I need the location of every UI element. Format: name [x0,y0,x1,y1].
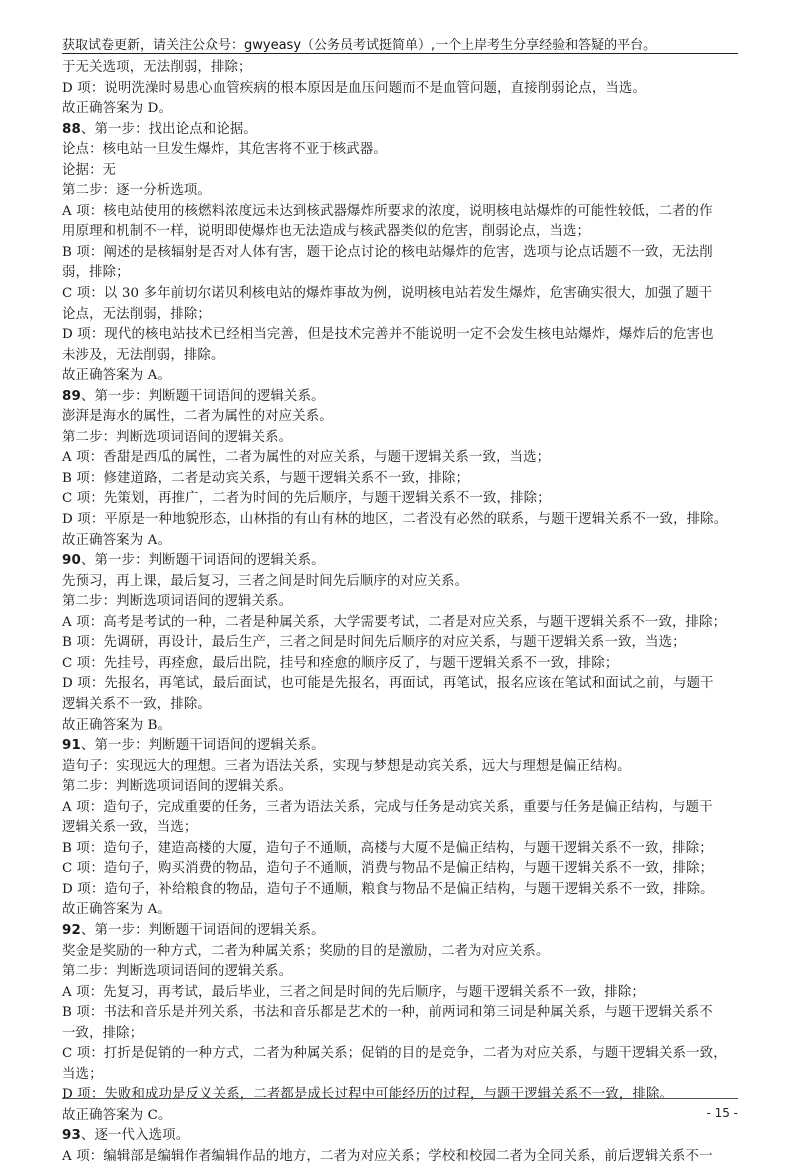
footer-divider [62,1098,738,1099]
line-text: 论据：无 [62,162,117,178]
line-text: C 项：先挂号，再痊愈，最后出院，挂号和痊愈的顺序反了，与题干逻辑关系不一致，排除； [62,655,619,671]
text-line [62,305,742,326]
text-line [62,243,742,264]
question-heading-line [62,551,742,572]
text-line [62,818,742,839]
line-text: D 项：失败和成功是反义关系，二者都是成长过程中可能经历的过程，与题干逻辑关系不一致，排除。 [62,1087,674,1103]
text-line [62,448,742,469]
text-line [62,716,742,737]
text-line [62,222,742,243]
question-number: 92 [62,922,81,938]
line-text: D 项：平原是一种地貌形态，山林指的有山有林的地区，二者没有必然的联系，与题干逻辑关系不一致，排除。 [62,512,728,528]
line-text: C 项：先策划，再推广，二者为时间的先后顺序，与题干逻辑关系不一致，排除； [62,491,551,507]
line-text: 故正确答案为 A。 [62,368,172,384]
text-line [62,1044,742,1065]
text-line [62,839,742,860]
line-text: 先预习，再上课，最后复习，三者之间是时间先后顺序的对应关系。 [62,573,469,589]
question-number: 90 [62,553,81,569]
text-line [62,181,742,202]
text-line [62,79,742,100]
text-line [62,859,742,880]
text-line [62,633,742,654]
question-heading-line [62,120,742,141]
line-text: D 项：现代的核电站技术已经相当完善，但是技术完善并不能说明一定不会发生核电站爆炸，爆炸后的危害也 [62,327,714,343]
text-line [62,798,742,819]
line-text: B 项：书法和音乐是并列关系，书法和音乐都是艺术的一种，前两词和第三词是种属关系，与题干逻辑关系不 [62,1005,713,1021]
line-text: 、第一步：判断题干词语间的逻辑关系。 [80,738,325,754]
line-text: 故正确答案为 A。 [62,902,172,918]
text-line [62,880,742,901]
text-line [62,140,742,161]
text-line [62,983,742,1004]
line-text: 弱，排除； [62,265,130,281]
line-text: 未涉及，无法削弱，排除。 [62,347,225,363]
question-number: 88 [62,121,81,137]
line-text: A 项：编辑部是编辑作者编辑作品的地方，二者为对应关系；学校和校园二者为全同关系，前后逻辑关系不一 [62,1148,713,1164]
text-line [62,366,742,387]
question-number: 93 [62,1128,81,1144]
line-text: A 项：先复习，再考试，最后毕业，三者之间是时间的先后顺序，与题干逻辑关系不一致，排除； [62,984,645,1000]
line-text: 故正确答案为 D。 [62,101,173,117]
line-text: 故正确答案为 A。 [62,532,172,548]
text-line [62,202,742,223]
line-text: B 项：修建道路，二者是动宾关系，与题干逻辑关系不一致，排除； [62,470,470,486]
line-text: D 项：造句子，补给粮食的物品，造句子不通顺，粮食与物品不是偏正结构，与题干逻辑关系不一致，排除。 [62,881,714,897]
text-line [62,346,742,367]
line-text: 澎湃是海水的属性，二者为属性的对应关系。 [62,409,333,425]
line-text: D 项：说明洗澡时易患心血管疾病的根本原因是血压问题而不是血管问题，直接削弱论点，当选。 [62,80,646,96]
line-text: 、第一步：判断题干词语间的逻辑关系。 [80,922,325,938]
line-text: B 项：阐述的是核辐射是否对人体有害，题干论点讨论的核电站爆炸的危害，选项与论点话题不一致，无法削 [62,244,713,260]
line-text: 第二步：判断选项词语间的逻辑关系。 [62,429,293,445]
line-text: 于无关选项，无法削弱，排除； [62,60,252,75]
line-text: 当选； [62,1066,103,1082]
line-text: 故正确答案为 B。 [62,717,172,733]
text-line [62,1147,742,1168]
text-line [62,695,742,716]
text-line [62,1024,742,1045]
line-text: 逻辑关系不一致，排除。 [62,696,211,712]
text-line [62,654,742,675]
text-line [62,99,742,120]
text-line [62,407,742,428]
text-line [62,572,742,593]
question-heading-line [62,1126,742,1147]
text-line [62,613,742,634]
text-line [62,674,742,695]
text-line [62,489,742,510]
line-text: 用原理和机制不一样，说明即使爆炸也无法造成与核武器类似的危害，削弱论点，当选； [62,224,591,240]
text-line [62,284,742,305]
line-text: 第二步：逐一分析选项。 [62,183,211,199]
line-text: C 项：打折是促销的一种方式，二者为种属关系；促销的目的是竞争，二者为对应关系，与题干逻辑关系一致， [62,1046,727,1062]
line-text: C 项：造句子，购买消费的物品，造句子不通顺，消费与物品不是偏正结构，与题干逻辑关系不一致，排除； [62,861,714,877]
line-text: 奖金是奖励的一种方式，二者为种属关系；奖励的目的是激励，二者为对应关系。 [62,943,550,959]
document-body [62,58,742,1168]
line-text: C 项：以 30 多年前切尔诺贝利核电站的爆炸事故为例，说明核电站若发生爆炸，危害确实很大，加强了题干 [62,286,713,302]
line-text: B 项：先调研，再设计，最后生产，三者之间是时间先后顺序的对应关系，与题干逻辑关系一致，当选； [62,635,686,651]
line-text: 、逐一代入选项。 [80,1128,190,1144]
line-text: 造句子：实现远大的理想。三者为语法关系，实现与梦想是动宾关系，远大与理想是偏正结构。 [62,758,631,774]
page-header: 获取试卷更新，请关注公众号：gwyeasy（公务员考试挺简单）,一个上岸考生分享经验和答疑的平台。 [62,38,657,53]
text-line [62,1065,742,1086]
text-line [62,58,742,79]
line-text: 第二步：判断选项词语间的逻辑关系。 [62,594,293,610]
text-line [62,777,742,798]
question-heading-line [62,736,742,757]
text-line [62,428,742,449]
question-heading-line [62,387,742,408]
text-line [62,469,742,490]
text-line [62,900,742,921]
line-text: A 项：高考是考试的一种，二者是种属关系，大学需要考试，二者是对应关系，与题干逻辑关系不一致，排除； [62,614,727,630]
line-text: 一致，排除； [62,1025,144,1041]
line-text: 论点：核电站一旦发生爆炸，其危害将不亚于核武器。 [62,142,387,158]
text-line [62,325,742,346]
text-line [62,161,742,182]
line-text: 、第一步：判断题干词语间的逻辑关系。 [80,388,325,404]
text-line [62,592,742,613]
line-text: 、第一步：判断题干词语间的逻辑关系。 [80,553,325,569]
line-text: 第二步：判断选项词语间的逻辑关系。 [62,779,293,795]
text-line [62,1085,742,1106]
text-line [62,1003,742,1024]
line-text: 、第一步：找出论点和论据。 [80,121,257,137]
text-line [62,510,742,531]
line-text: B 项：造句子，建造高楼的大厦，造句子不通顺，高楼与大厦不是偏正结构，与题干逻辑关系不一致，排除； [62,840,713,856]
line-text: 逻辑关系一致，当选； [62,820,198,836]
line-text: 故正确答案为 C。 [62,1107,172,1123]
line-text: A 项：造句子，完成重要的任务，三者为语法关系，完成与任务是动宾关系，重要与任务是偏正结构，与题干 [62,799,713,815]
text-line [62,942,742,963]
text-line [62,962,742,983]
text-line [62,263,742,284]
page-number: - 15 - [706,1106,738,1120]
line-text: 第二步：判断选项词语间的逻辑关系。 [62,964,293,980]
question-number: 91 [62,738,81,754]
line-text: 论点，无法削弱，排除； [62,306,211,322]
header-divider [62,53,738,54]
line-text: A 项：核电站使用的核燃料浓度远未达到核武器爆炸所要求的浓度，说明核电站爆炸的可能性较低，二者的作 [62,203,713,219]
line-text: D 项：先报名，再笔试，最后面试，也可能是先报名，再面试，再笔试，报名应该在笔试和面试之前，与题干 [62,676,714,692]
text-line [62,757,742,778]
question-number: 89 [62,388,81,404]
line-text: A 项：香甜是西瓜的属性，二者为属性的对应关系，与题干逻辑关系一致，当选； [62,450,551,466]
question-heading-line [62,921,742,942]
text-line [62,531,742,552]
text-line [62,1106,742,1127]
